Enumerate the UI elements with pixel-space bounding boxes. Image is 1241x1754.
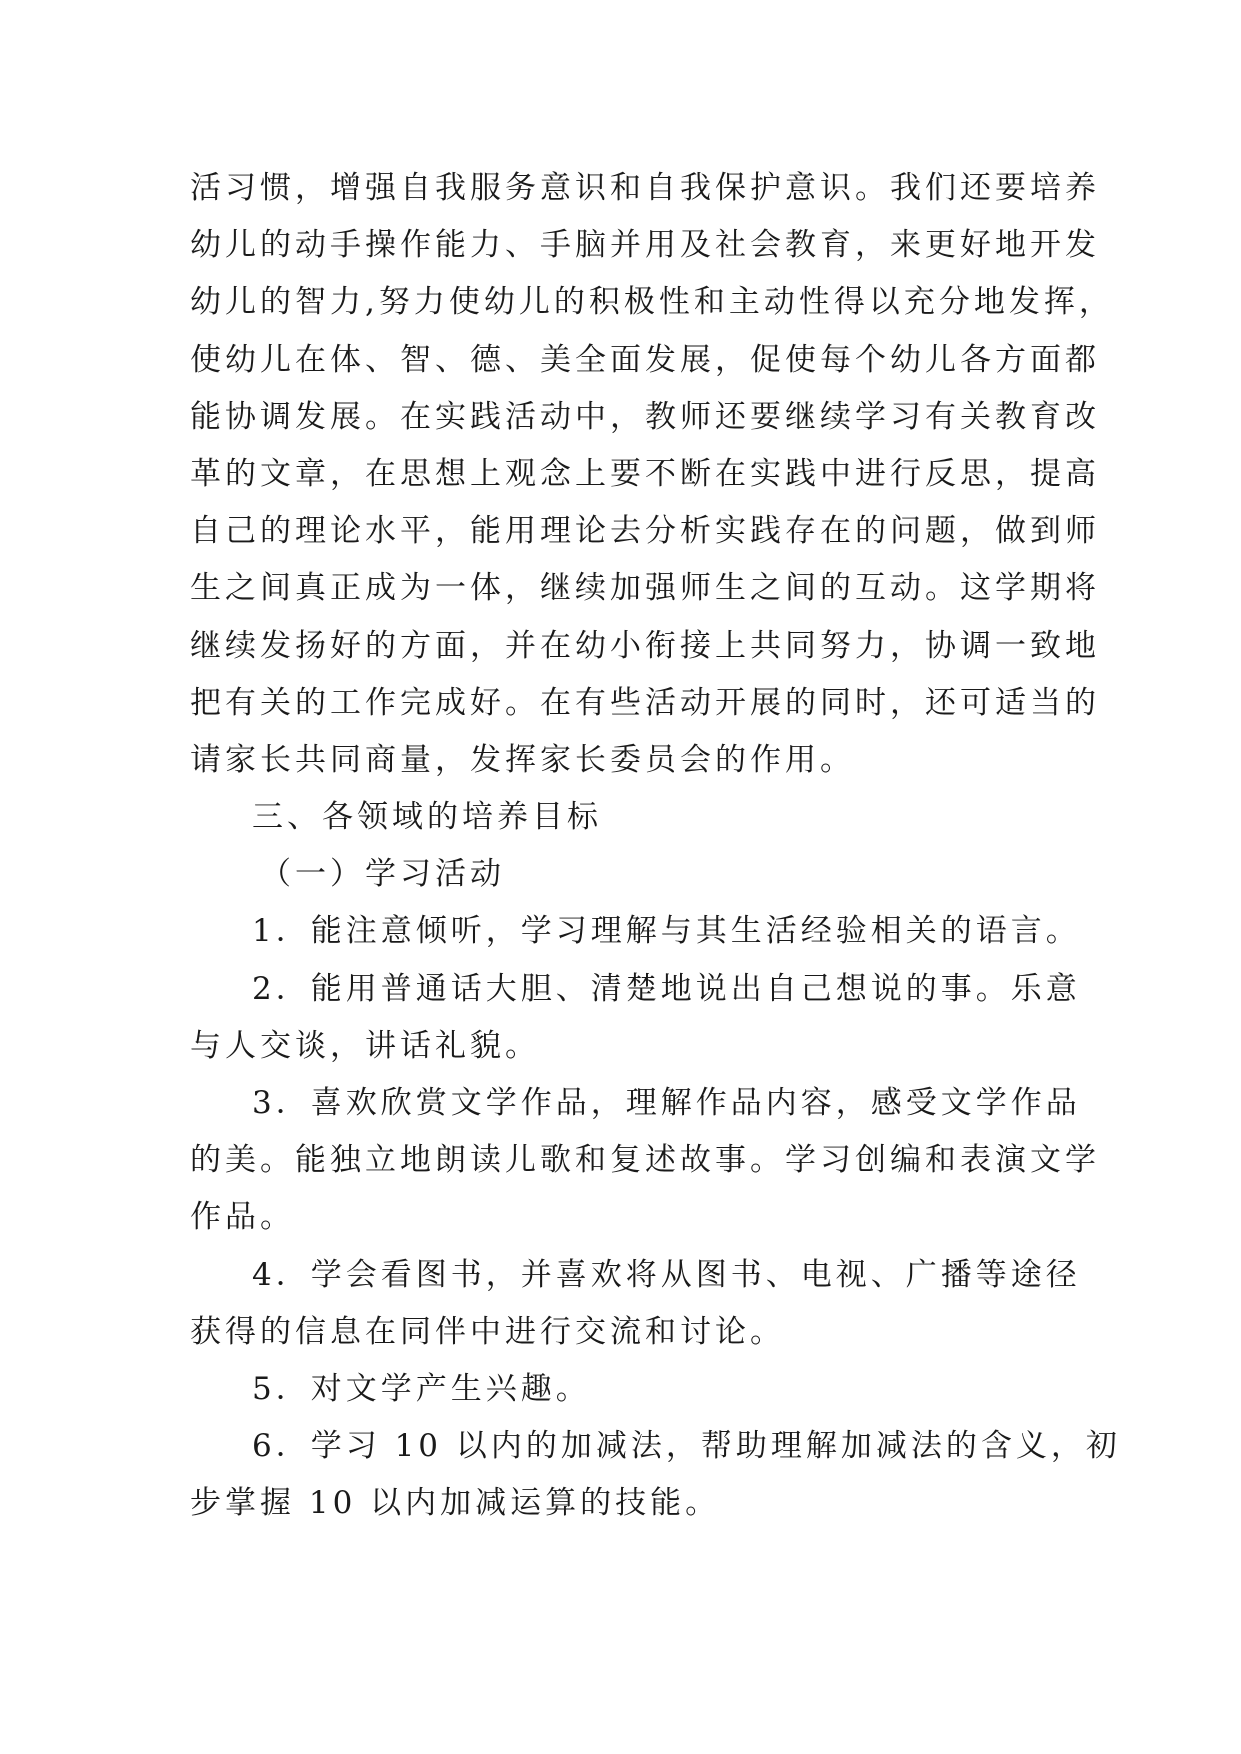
subsection-heading: （一）学习活动 (260, 856, 505, 893)
paragraph-line: 自己的理论水平，能用理论去分析实践存在的问题，做到师 (190, 513, 1100, 550)
list-item: 1．能注意倾听，学习理解与其生活经验相关的语言。 (252, 913, 1081, 950)
paragraph-line: 活习惯，增强自我服务意识和自我保护意识。我们还要培养 (190, 170, 1100, 206)
list-item: 5．对文学产生兴趣。 (252, 1370, 591, 1407)
document-body (190, 160, 1121, 1533)
paragraph-line: 幼儿的智力,努力使幼儿的积极性和主动性得以充分地发挥， (190, 284, 1114, 321)
list-item-continuation: 与人交谈，讲话礼貌。 (190, 1027, 540, 1064)
list-item: 2．能用普通话大胆、清楚地说出自己想说的事。乐意 (252, 970, 1081, 1007)
list-item-continuation: 的美。能独立地朗读儿歌和复述故事。学习创编和表演文学 (190, 1142, 1100, 1179)
list-item-continuation: 步掌握 10 以内加减运算的技能。 (190, 1485, 721, 1522)
paragraph-line: 继续发扬好的方面，并在幼小衔接上共同努力，协调一致地 (190, 627, 1100, 664)
list-item: 4．学会看图书，并喜欢将从图书、电视、广播等途径 (252, 1256, 1081, 1293)
paragraph-line: 请家长共同商量，发挥家长委员会的作用。 (190, 741, 855, 778)
list-item-continuation: 作品。 (190, 1199, 295, 1236)
list-item: 6．学习 10 以内的加减法，帮助理解加减法的含义，初 (252, 1428, 1121, 1465)
paragraph-line: 革的文章，在思想上观念上要不断在实践中进行反思，提高 (190, 455, 1100, 492)
list-item-continuation: 获得的信息在同伴中进行交流和讨论。 (190, 1313, 785, 1350)
list-item: 3．喜欢欣赏文学作品，理解作品内容，感受文学作品 (252, 1085, 1081, 1121)
section-heading: 三、各领域的培养目标 (252, 799, 602, 836)
paragraph-line: 能协调发展。在实践活动中，教师还要继续学习有关教育改 (190, 398, 1100, 435)
paragraph-line: 生之间真正成为一体，继续加强师生之间的互动。这学期将 (190, 570, 1100, 607)
paragraph-line: 幼儿的动手操作能力、手脑并用及社会教育，来更好地开发 (190, 227, 1100, 264)
paragraph-line: 把有关的工作完成好。在有些活动开展的同时，还可适当的 (190, 684, 1100, 721)
paragraph-line: 使幼儿在体、智、德、美全面发展，促使每个幼儿各方面都 (190, 341, 1100, 378)
